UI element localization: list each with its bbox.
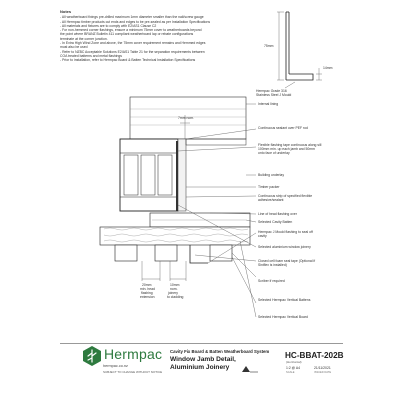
mould-small-dim-label: 14mm xyxy=(323,66,333,70)
mould-caption: Stainless Steel J Mould xyxy=(256,93,292,97)
note-line: - All materials and fixtures are to comply with E2/AS1 Clause C2 xyxy=(60,23,157,28)
note-line: terminate at the corner junction. xyxy=(60,36,108,41)
annotation: Internal lining xyxy=(258,102,279,106)
subject-to-change: SUBJECT TO CHANGE WITHOUT NOTICE xyxy=(103,370,163,374)
vertical-board xyxy=(100,227,250,245)
annotation: Scriber if required xyxy=(258,279,285,283)
notes-title: Notes xyxy=(60,9,72,14)
dim-label: min. head xyxy=(140,287,155,291)
annotation: Selected Hermpac Vertical Board xyxy=(258,315,308,319)
note-line: COA treated batterns and metal flashings xyxy=(60,53,123,58)
leader-line xyxy=(240,241,256,317)
annotation: Selected Cavity Batten xyxy=(258,220,293,224)
annotation: Line of head flashing over xyxy=(258,212,297,216)
dim-label: nom. xyxy=(170,287,178,291)
scale-label: SCALE xyxy=(286,371,295,374)
leader-line xyxy=(232,253,256,277)
aluminium-joinery-frame xyxy=(120,139,178,211)
note-line: - All weatherboard fixings pre-drilled maximum 1mm diameter smaller than the nail/screw gauge xyxy=(60,15,204,20)
hermpac-logo-icon xyxy=(82,345,102,367)
company-name: Hermpac xyxy=(104,346,163,362)
timber-packer xyxy=(178,139,186,211)
note-line: - Refer to NZBC Acceptable Solutions E2/AS1 Table 21 for the separation requirements between xyxy=(60,49,205,54)
dim-label: joinery xyxy=(168,291,178,295)
title-block-rule xyxy=(60,343,343,344)
issued-date-value: 21/11/2021 xyxy=(314,366,331,370)
note-line: must also be used xyxy=(60,45,88,50)
leader-line xyxy=(186,129,256,139)
mould-dim-label: 75mm xyxy=(264,44,274,48)
annotation: Timber packer xyxy=(258,185,280,189)
note-line: - For non-hemmed corner flashings, ensure a minimum 75mm cover to weatherboards beyond xyxy=(60,28,202,33)
leader-line xyxy=(186,196,256,197)
annotation: Selected aluminium window joinery xyxy=(258,245,311,249)
drawing-code-sub: (Horizontal) xyxy=(286,360,302,364)
j-mould-inset-diagram xyxy=(255,8,345,98)
annotation: Flexible flashing tape continuous along sill 100mm min. up each jamb and 50mm onto face of underlay xyxy=(258,143,322,155)
dim-label: 20mm xyxy=(142,283,152,287)
drawing-code: HC-BBAT-202B xyxy=(285,351,344,360)
flashing-tape xyxy=(176,141,178,211)
note-line: the point where BRANZ Bulletin 411 compliant weatherboard lap or rebate configurations xyxy=(60,32,194,37)
drawing-title: Window Jamb Detail, xyxy=(170,356,236,363)
note-line: - In Extra High Wind Zone and above, the 75mm cover requirement remains and Hemmed edges xyxy=(60,41,206,46)
mould-foot xyxy=(286,74,313,80)
mould-caption: Hermpac Grade 316 xyxy=(256,89,287,93)
note-line: - Prior to installation, refer to Hermpac Board & Batten Technical Installation Specifications xyxy=(60,58,196,63)
notes-block xyxy=(60,10,250,63)
lining-return xyxy=(186,139,246,145)
annotation: Hermpac J Mould flashing to seal off cavity xyxy=(258,230,313,238)
vertical-batten xyxy=(115,245,137,261)
dim-label: extension xyxy=(140,295,155,299)
dim-label: flashing xyxy=(141,291,153,295)
issued-date-label: ISSUED DATE xyxy=(314,371,332,374)
leader-line xyxy=(178,147,256,151)
annotation: Closed cell foam seal tape (Optional if Siniflex is installed) xyxy=(258,259,316,267)
window-jamb-section-diagram xyxy=(60,95,260,335)
company-url[interactable]: hermpac.co.nz xyxy=(103,364,128,368)
leader-line xyxy=(232,257,256,303)
annotation: Continuous sealant over PEF rod xyxy=(258,126,308,130)
scale-value: 1:2 @ A4 xyxy=(286,366,300,370)
note-line: - All Hermpac timber products cut ends and edges to be pre-sealed as per Installation Specifications xyxy=(60,19,211,24)
leader-line xyxy=(285,82,295,88)
annotation: Building underlay xyxy=(258,173,285,177)
vertical-batten xyxy=(210,245,232,261)
drawing-title: Aluminium Joinery xyxy=(170,364,230,371)
vertical-batten xyxy=(155,245,177,261)
branz-badge-icon xyxy=(240,364,260,374)
system-name: Cavity Fix Board & Batten Weatherboard System xyxy=(170,349,270,354)
dim-label: 10mm xyxy=(170,283,180,287)
j-mould xyxy=(190,245,208,263)
annotation: Selected Hermpac Vertical Battens xyxy=(258,298,311,302)
annotation: Continuous strip of specified flexible adhesive/sealant xyxy=(258,194,313,202)
dim-label: to cladding xyxy=(167,295,184,299)
dim-label: 7mm nom. xyxy=(178,116,195,120)
